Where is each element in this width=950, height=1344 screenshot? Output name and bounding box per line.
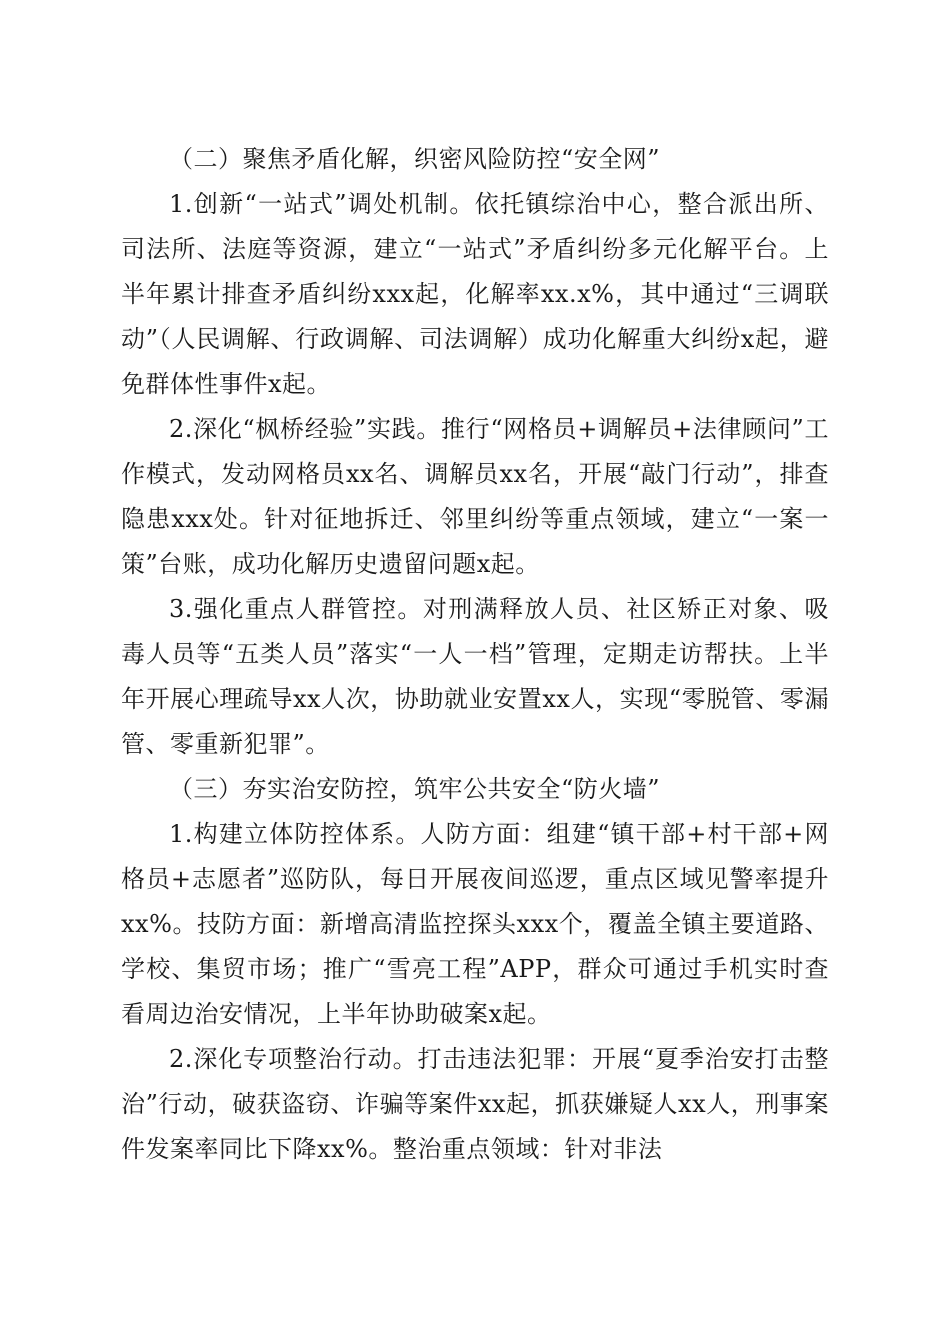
paragraph-3-1: 1.构建立体防控体系。人防方面：组建“镇干部+村干部+网格员+志愿者”巡防队，每日开展夜间巡逻，重点区域见警率提升xx%。技防方面：新增高清监控探头xxx个，覆盖全镇主要道路、学校、集贸市场；推广“雪亮工程”APP，群众可通过手机实时查看周边治安情况，上半年协助破案x起。 [121,820,829,1028]
section-heading-2: （二）聚焦矛盾化解，织密风险防控“安全网” [169,145,661,173]
section-heading-3: （三）夯实治安防控，筑牢公共安全“防火墙” [169,775,661,803]
paragraph-2-3: 3.强化重点人群管控。对刑满释放人员、社区矫正对象、吸毒人员等“五类人员”落实“一人一档”管理，定期走访帮扶。上半年开展心理疏导xx人次，协助就业安置xx人，实现“零脱管、零漏管、零重新犯罪”。 [121,595,829,758]
document-body [121,137,829,1172]
paragraph-3-2: 2.深化专项整治行动。打击违法犯罪：开展“夏季治安打击整治”行动，破获盗窃、诈骗等案件xx起，抓获嫌疑人xx人，刑事案件发案率同比下降xx%。整治重点领域：针对非法 [121,1045,829,1163]
paragraph-2-1: 1.创新“一站式”调处机制。依托镇综治中心，整合派出所、司法所、法庭等资源，建立“一站式”矛盾纠纷多元化解平台。上半年累计排查矛盾纠纷xxx起，化解率xx.x%，其中通过“三调联动”（人民调解、行政调解、司法调解）成功化解重大纠纷x起，避免群体性事件x起。 [121,190,829,398]
paragraph-2-2: 2.深化“枫桥经验”实践。推行“网格员+调解员+法律顾问”工作模式，发动网格员xx名、调解员xx名，开展“敲门行动”，排查隐患xxx处。针对征地拆迁、邻里纠纷等重点领域，建立“一案一策”台账，成功化解历史遗留问题x起。 [121,415,829,578]
